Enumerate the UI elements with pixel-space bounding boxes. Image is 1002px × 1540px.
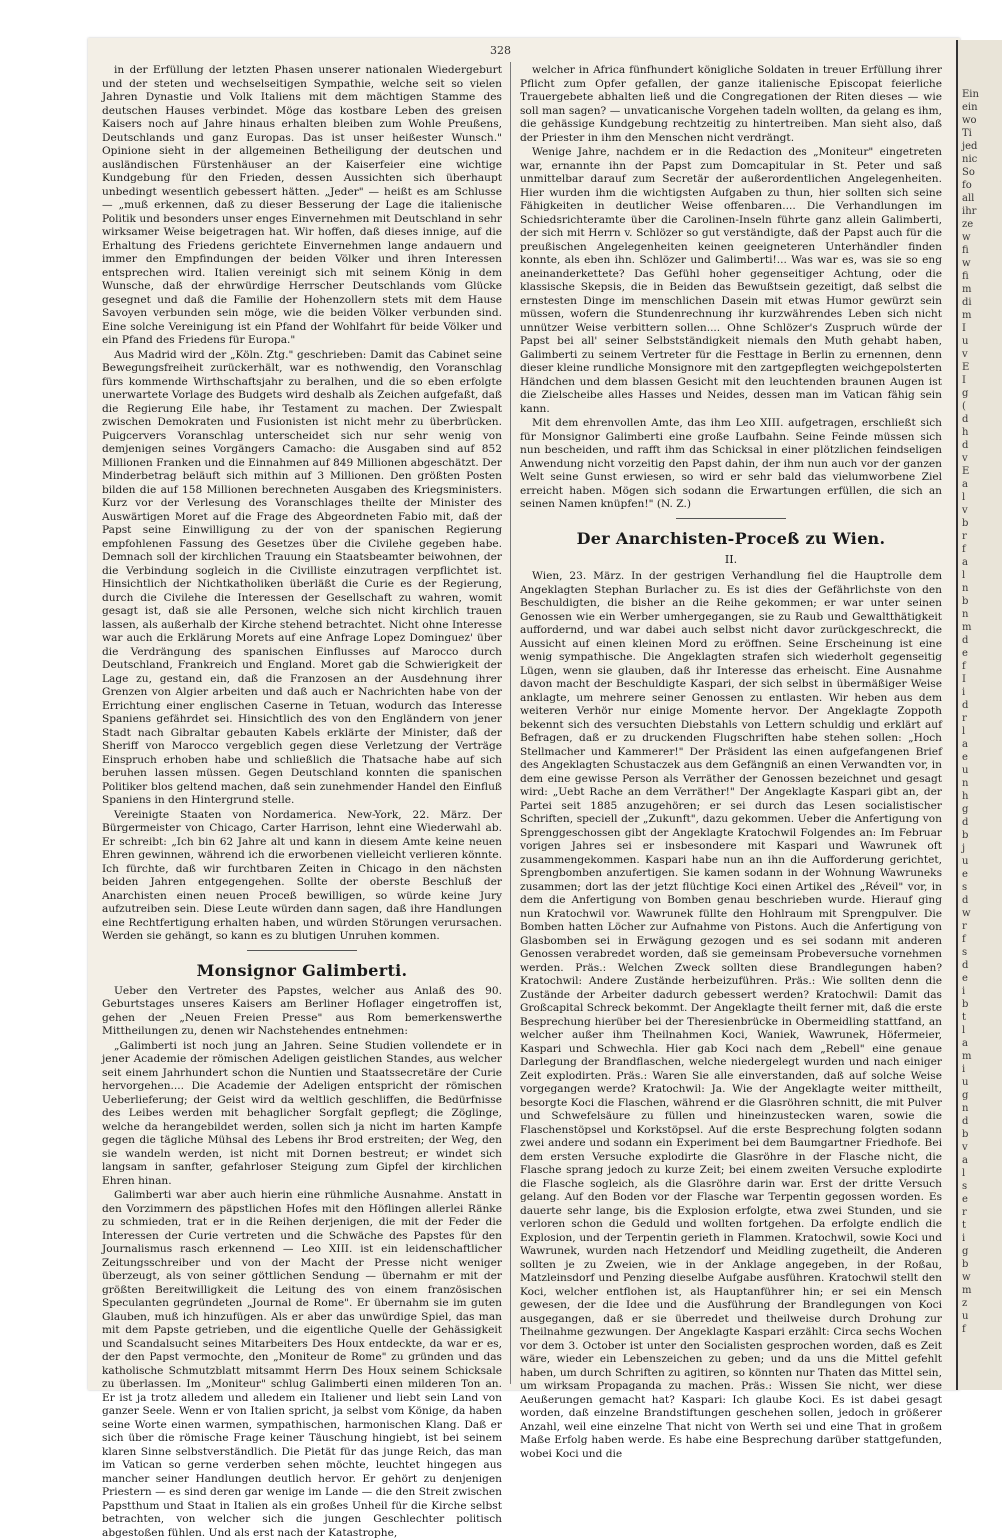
- edge-fragment: s: [962, 947, 968, 958]
- edge-fragment: u: [962, 856, 969, 867]
- edge-fragment: l: [962, 492, 966, 503]
- edge-fragment: t: [962, 1220, 967, 1231]
- article-paragraph: Wien, 23. März. In der gestrigen Verhandlung fiel die Hauptrolle dem Angeklagten Stephan Burlacher zu. Es ist dies der Gefährlichste von den Beschuldigten, die bisher an die Reihe gekommen; er war unter seinen Genossen wie ein Werber umhergegangen, sie zu Raub und Gewaltthätigkeit auffordernd, und war dabei auch selbst nicht davor zurückgeschreckt, die Aussicht auf einen kleinen Mord zu eröffnen. Seine Erscheinung ist eine wenig sympathische. Die Angeklagten strafen sich wiederholt gegenseitig Lügen, wenn sie glauben, daß ihr Interesse das erheischt. Eine Ausnahme davon macht der Beschuldigte Kaspari, der sich selbst in übermäßiger Weise anklagte, um mehrere seiner Genossen zu entlasten. Wir heben aus dem weiteren Verhör nur einige Momente hervor. Der Angeklagte Zoppoth bekennt sich des versuchten Diebstahls von Lettern schuldig und erklärt auf Befragen, daß er zu druckenden Flugschriften habe stehen sollen: „Hoch Stellmacher und Kammerer!" Der Präsident las einen aufgefangenen Brief des Angeklagten Schustaczek aus dem Gefängniß an einen Verwandten vor, in dem eine gewisse Person als Verräther der Genossen bezeichnet und gesagt wird: „Uebt Rache an dem Verräther!" Der Angeklagte Kaspari gibt an, der Partei seit 1885 anzugehören; er sei durch das Lesen socialistischer Schriften, speciell der „Zukunft", dazu gekommen. Ueber die Anfertigung von Sprenggeschossen gibt der Angeklagte Kratochwil Folgendes an: Im Februar vorigen Jahres sei er insbesondere mit Kaspari und Wawrunek oft zusammengekommen. Kaspari habe nun an ihn die Aufforderung gerichtet, Sprengbomben anzufertigen. Sie kamen sodann in der Wohnung Wawruneks zusammen; dort las der jetzt flüchtige Koci einen Artikel des „Réveil" vor, in dem die Anfertigung von Bomben genau beschrieben wurde. Hierauf ging nun Kratochwil vor. Wawrunek füllte den Hohlraum mit Sprengpulver. Die Bomben hatten Löcher zur Aufnahme von Pistons. Auch die Anfertigung von Glasbomben sei in Erwägung gezogen und es sei sodann mit anderen Genossen verabredet worden, daß sie gemeinsam Probeversuche vornehmen werden. Präs.: Welchen Zweck sollten diese Brandlegungen haben? Kratochwil: Andere Zustände herbeizuführen. Präs.: Wie sollten denn die Zustände der Arbeiter dadurch gebessert werden? Kratochwil: Damit das Großcapital Schreck bekommt. Der Angeklagte theilt ferner mit, daß die erste Besprechung hierüber bei der Theresienbrücke in Obermeidling stattfand, an welcher außer ihm Theilnahmen Koci, Waniek, Wawrunek, Höfermeier, Kaspari und Schwechla. Hier gab Koci nach dem „Rebell" eine genaue Darlegung der Brandflaschen, welche niedergelegt wurden und nach einiger Zeit explodirten. Präs.: Waren Sie alle einverstanden, daß auf solche Weise vorgegangen werde? Kratochwil: Ja. Wie der Angeklagte weiter mittheilt, besorgte Koci die Flaschen, während er die Glasröhren schnitt, die mit Pulver und Schwefelsäure zu füllen und hineinzustecken waren, sowie die Flaschenstöpsel und Korkstöpsel. Auf die erste Besprechung folgten sodann zwei andere und sodann ein Experiment bei dem Baumgartner Friedhofe. Bei dem ersten Versuche explodirte die Glasröhre in der Flasche nicht, die Flasche sprang jedoch zu kurze Zeit; bei einem zweiten Versuche explodirte die Flasche sogleich, als die Glasröhre darin war. Erst der dritte Versuch gelang. Auf den Boden vor der Flasche war Terpentin gegossen worden. Es dauerte sehr lange, bis die Explosion erfolgte, etwa zwei Stunden, und sie verloren schon die Geduld und wollten fortgehen. Da erfolgte endlich die Explosion, und der Terpentin gerieth in Flammen. Kratochwil, sowie Koci und Wawrunek, wurden nach Hetzendorf und Meidling zugetheilt, die Anderen sollten je zu Zweien, wie in der Anklage angegeben, in der Roßau, Matzleinsdorf und Penzing dieselbe Aufgabe ausführen. Kratochwil stellt den Koci, welcher entflohen ist, als Hauptanführer hin; er sei ein Mensch gewesen, der die Idee und die Ausführung der Brandlegungen von Koci ausgegangen, daß er sie überredet und theilweise durch Drohung zur Theilnahme gezwungen. Der Angeklagte Kaspari erzählt: Circa sechs Wochen vor dem 3. October ist unter den Socialisten gesprochen worden, daß es Zeit wäre, wieder ein Lebenszeichen zu geben; und da uns die Mittel gefehlt haben, um durch Schriften zu agitiren, so könnten nur Thaten das Mittel sein, um wirksam Propaganda zu machen. Präs.: Wissen Sie nicht, wer diese Aeußerungen gemacht hat? Kaspari: Ich glaube Koci. Es ist dabei gesagt worden, daß einzelne Brandstiftungen geschehen sollen, jedoch in größerer Anzahl, weil eine einzelne That nicht von Werth sei und eine That in großem Maße Erfolg haben werde. Es habe eine Besprechung darüber stattgefunden, wobei Koci und die: [520, 570, 942, 1460]
- edge-fragment: u: [962, 765, 969, 776]
- edge-fragment: b: [962, 1129, 969, 1140]
- edge-fragment: f: [962, 544, 966, 555]
- edge-fragment: w: [962, 908, 971, 919]
- edge-fragment: fi: [962, 271, 969, 282]
- edge-fragment: ein: [962, 102, 978, 113]
- edge-fragment: n: [962, 1103, 969, 1114]
- edge-fragment: v: [962, 1142, 968, 1153]
- edge-fragment: a: [962, 557, 968, 568]
- edge-fragment: all: [962, 193, 975, 204]
- edge-fragment: ihr: [962, 206, 977, 217]
- edge-fragment: n: [962, 778, 969, 789]
- section-rule: [247, 950, 357, 951]
- edge-fragment: v: [962, 349, 968, 360]
- edge-fragment: z: [962, 1298, 968, 1309]
- edge-fragment: d: [962, 700, 969, 711]
- edge-fragment: So: [962, 167, 975, 178]
- article-paragraph: Galimberti war aber auch hierin eine rühmliche Ausnahme. Anstatt in den Vorzimmern des päpstlichen Hofes mit den Höflingen allerlei Ränke zu schmieden, trat er in die Reihen derjenigen, die mit der Feder die Interessen der Curie vertreten und die Schwäche des Papstes für den Journalismus rasch erkennend — Leo XIII. ist ein leidenschaftlicher Zeitungsschreiber und von der Macht der Presse nicht weniger überzeugt, als von seiner göttlichen Sendung — übernahm er mit der größten Bereitwilligkeit die Leitung des von einem französischen Speculanten gegründeten „Journal de Rome". Er übernahm sie im guten Glauben, muß ich hinzufügen. Als er aber das unwürdige Spiel, das man mit dem Papste getrieben, und die eigentliche Quelle der Gehässigkeit und Scandalsucht seines Mitarbeiters Des Houx entdeckte, da war er es, der den Papst vermochte, den „Moniteur de Rome" zu gründen und das katholische Schmutzblatt mitsammt Herrn Des Houx seinem Schicksale zu überlassen. Im „Moniteur" schlug Galimberti einen milderen Ton an. Er ist ja trotz alledem und alledem ein Italiener und liebt sein Land von ganzer Seele. Wenn er von Italien spricht, ja selbst vom Könige, da haben seine Worte einen warmen, sympathischen, harmonischen Klang. Daß er sich über die römische Frage keiner Täuschung hingiebt, ist bei seinem klaren Sinne selbstverständlich. Die Pietät für das junge Reich, das man im Vatican so gerne verderben sehen möchte, leuchtet hingegen aus mancher seiner Handlungen deutlich hervor. Er gehört zu denjenigen Priestern — es sind deren gar wenige im Lande — die den Streit zwischen Papstthum und Staat in Italien als ein großes Unheil für die Kirche selbst betrachten, von welcher sich die jungen Geschlechter politisch abgestoßen fühlen. Und als erst nach der Katastrophe,: [102, 1189, 502, 1539]
- edge-fragments: [958, 40, 1002, 1336]
- article-paragraph: Wenige Jahre, nachdem er in die Redaction des „Moniteur" eingetreten war, ernannte ihn der Papst zum Domcapitular in St. Peter und saß unmittelbar darauf zum Secretär der außerordentlichen Angelegenheiten. Hier wurden ihm die wichtigsten Aufgaben zu thun, hier sollten sich seine Fähigkeiten in deutlicher Weise offenbaren.... Die Verhandlungen im Schiedsrichteramte über die Carolinen-Inseln führte ganz allein Galimberti, der sich mit Herrn v. Schlözer so gut verständigte, daß der Papst auch für die preußischen Angelegenheiten keinen geeigneteren Unterhändler finden konnte, als eben ihn. Schlözer und Galimberti!... Was war es, was sie so eng aneinanderkettete? Das Gefühl hoher gegenseitiger Achtung, oder die klassische Skepsis, die in Beiden das Bewußtsein gezeitigt, daß selbst die ernstesten Dinge im menschlichen Dasein mit etwas Humor gewürzt sein müssen, wofern die Stundenrechnung ihr kurzwährendes Leben sich nicht unnützer Weise verbittern sollen.... Ohne Schlözer's Zuspruch würde der Papst bei all' seiner Selbstständigkeit niemals den Muth gehabt haben, Galimberti zu seinem Vertreter für die Festtage in Berlin zu ernennen, denn dieser kleine rundliche Monsignore mit den zartgepflegten weichgepolsterten Händchen und dem blassen Gesicht mit den leuchtenden braunen Augen ist die Zielscheibe alles Hasses und Neides, dessen man im Vatican fähig sein kann.: [520, 146, 942, 415]
- edge-fragment: v: [962, 453, 968, 464]
- edge-fragment: nic: [962, 154, 978, 165]
- column-divider: [510, 62, 511, 1384]
- edge-fragment: h: [962, 791, 969, 802]
- edge-fragment: u: [962, 1311, 969, 1322]
- edge-fragment: a: [962, 1038, 968, 1049]
- edge-fragment: n: [962, 609, 969, 620]
- edge-fragment: m: [962, 622, 972, 633]
- edge-fragment: (: [962, 401, 966, 412]
- edge-fragment: i: [962, 687, 966, 698]
- edge-fragment: r: [962, 1207, 967, 1218]
- edge-fragment: E: [962, 362, 970, 373]
- article-paragraph: Vereinigte Staaten von Nordamerica. New-York, 22. März. Der Bürgermeister von Chicago, Carter Harrison, lehnt eine Wiederwahl ab. Er schreibt: „Ich bin 62 Jahre alt und kann in diesem Amte keine neuen Ehren gewinnen, während ich die erworbenen vielleicht verlieren könnte. Ich fürchte, daß wir furchtbaren Zeiten in Chicago in den nächsten beiden Jahren entgegengehen. Sollte der oberste Beschluß der Anarchisten einen neuen Proceß bewilligen, so würde keine Jury aufzutreiben sein. Diese Leute würden dann sagen, daß ihre Handlungen eine Rechtfertigung erhalten haben, und würden Störungen verursachen. Werden sie gehängt, so kann es zu blutigen Unruhen kommen.: [102, 808, 502, 942]
- edge-fragment: l: [962, 1168, 966, 1179]
- subhead-part-number: II.: [724, 552, 738, 566]
- edge-fragment: u: [962, 336, 969, 347]
- edge-fragment: b: [962, 596, 969, 607]
- edge-fragment: ze: [962, 219, 974, 230]
- left-column: [102, 64, 502, 1539]
- edge-fragment: e: [962, 648, 968, 659]
- edge-fragment: m: [962, 284, 972, 295]
- edge-fragment: f: [962, 934, 966, 945]
- article-paragraph: welcher in Africa fünfhundert königliche Soldaten in treuer Erfüllung ihrer Pflicht zum Opfer gefallen, der ganze italienische Episcopat feierliche Trauergebete abhalten ließ und die Congregationen der Riten dieses — wie soll man sagen? — unvaticanische Vorgehen tadeln wollten, da gelang es ihm, die gehässige Kundgebung rechtzeitig zu hintertreiben. Man sieht also, daß der Priester in ihm den Menschen nicht verdrängt.: [520, 64, 942, 144]
- article-paragraph: Mit dem ehrenvollen Amte, das ihm Leo XIII. aufgetragen, erschließt sich für Monsignor Galimberti eine große Laufbahn. Seine Feinde müssen sich nun bescheiden, und rafft ihm das Schicksal in einer plötzlichen feindseligen Anwendung nicht vorzeitig den Papst dahin, der ihm nun auch vor der ganzen Welt seine Gunst erwiesen, so wird er sehr bald das vielumworbene Ziel erreicht haben. Mögen sich sodann die Erwartungen erfüllen, die sich an seinen Namen knüpfen!" (N. Z.): [520, 417, 942, 510]
- edge-fragment: b: [962, 999, 969, 1010]
- edge-fragment: g: [962, 388, 969, 399]
- edge-fragment: d: [962, 440, 969, 451]
- edge-fragment: Ein: [962, 89, 979, 100]
- edge-fragment: m: [962, 1051, 972, 1062]
- headline-galimberti: Monsignor Galimberti.: [196, 960, 408, 980]
- edge-fragment: r: [962, 713, 967, 724]
- edge-fragment: i: [962, 986, 966, 997]
- edge-fragment: u: [962, 1077, 969, 1088]
- edge-fragment: w: [962, 258, 971, 269]
- edge-fragment: l: [962, 726, 966, 737]
- edge-fragment: d: [962, 817, 969, 828]
- edge-fragment: d: [962, 414, 969, 425]
- edge-fragment: e: [962, 752, 968, 763]
- edge-fragment: m: [962, 310, 972, 321]
- edge-fragment: g: [962, 1090, 969, 1101]
- edge-fragment: r: [962, 531, 967, 542]
- edge-fragment: E: [962, 466, 970, 477]
- edge-fragment: I: [962, 674, 966, 685]
- article-paragraph: Aus Madrid wird der „Köln. Ztg." geschrieben: Damit das Cabinet seine Bewegungsfreiheit zurückerhält, war es nothwendig, den Voranschlag fürs kommende Wirthschaftsjahr zu beralhen, und die so eben erfolgte unerwartete Vorlage des Budgets wird deshalb als Zeichen aufgefaßt, daß die Regierung Eile habe, ihr Testament zu machen. Der Zwiespalt zwischen Demokraten und Fusionisten ist nicht mehr zu überbrücken. Puigcervers Voranschlag unterscheidet sich nur sehr wenig von demjenigen seines Vorgängers Camacho: die Ausgaben sind auf 852 Millionen Franken und die Einnahmen auf 849 Millionen abgeschätzt. Der Minderbetrag beläuft sich mithin auf 3 Millionen. Den größten Posten bilden die auf 158 Millionen berechneten Ausgaben des Kriegsministers. Kurz vor der Verlesung des Voranschlages theilte der Minister des Auswärtigen Moret auf die Frage des Abgeordneten Fabio mit, daß der Papst seine Einwilligung zu der von der spanischen Regierung empfohlenen Fassung des Gesetzes über die Civilehe gegeben habe. Demnach soll der kirchlichen Trauung ein Staatsbeamter beiwohnen, der die Verbindung sogleich in die Civilliste einzutragen verpflichtet ist. Hinsichtlich der Nichtkatholiken überläßt die Curie es der Regierung, durch die Civilehe die Interessen der Gesellschaft zu wahren, womit gesagt ist, daß sie alle Personen, welche sich nicht kirchlich trauen lassen, als außerhalb der Kirche stehend betrachtet. Nicht ohne Interesse war auch die Erklärung Morets auf eine Anfrage Lopez Dominguez' über die Verdrängung des spanischen Einflusses auf Marocco durch Deutschland, Frankreich und England. Moret gab die Schwierigkeit der Lage zu, gestand ein, daß die Franzosen an der Ausdehnung ihrer Grenzen von Algier arbeiten und daß auch er Nachrichten habe von der Errichtung einer englischen Caserne in Tetuan, wodurch das Interesse Spaniens gefährdet sei. Hinsichtlich des von den Engländern von jener Stadt nach Gibraltar gebauten Kabels erklärte der Minister, daß der Sheriff von Marocco vergeblich gegen diese Verletzung der Verträge Einspruch erhoben habe und schließlich die Thatsache habe auf sich beruhen lassen müssen. Gegen Deutschland konnten die spanischen Politiker blos geltend machen, daß sein zunehmender Handel den Einfluß Spaniens in den Hintergrund stelle.: [102, 348, 502, 806]
- edge-fragment: m: [962, 1285, 972, 1296]
- article-paragraph: Ueber den Vertreter des Papstes, welcher aus Anlaß des 90. Geburtstages unseres Kaisers am Berliner Hoflager eingetroffen ist, gehen der „Neuen Freien Presse" aus Rom bemerkenswerthe Mittheilungen zu, denen wir Nachstehendes entnehmen:: [102, 984, 502, 1037]
- edge-fragment: h: [962, 427, 969, 438]
- edge-fragment: s: [962, 882, 968, 893]
- edge-fragment: d: [962, 635, 969, 646]
- edge-fragment: di: [962, 297, 972, 308]
- edge-fragment: i: [962, 1064, 966, 1075]
- edge-fragment: d: [962, 1116, 969, 1127]
- edge-fragment: e: [962, 973, 968, 984]
- edge-fragment: fi: [962, 245, 969, 256]
- right-column: [520, 64, 942, 1460]
- edge-fragment: I: [962, 375, 966, 386]
- edge-fragment: Ti: [962, 128, 972, 139]
- headline-anarchisten: Der Anarchisten-Proceß zu Wien.: [576, 528, 886, 548]
- edge-fragment: d: [962, 960, 969, 971]
- edge-fragment: n: [962, 583, 969, 594]
- edge-fragment: l: [962, 570, 966, 581]
- adjacent-page-edge: [956, 40, 1002, 1390]
- edge-fragment: f: [962, 661, 966, 672]
- edge-fragment: l: [962, 1025, 966, 1036]
- edge-fragment: r: [962, 921, 967, 932]
- edge-fragment: j: [962, 843, 966, 854]
- edge-fragment: a: [962, 739, 968, 750]
- edge-fragment: t: [962, 1012, 967, 1023]
- edge-fragment: w: [962, 1272, 971, 1283]
- edge-fragment: g: [962, 1246, 969, 1257]
- article-paragraph: „Galimberti ist noch jung an Jahren. Seine Studien vollendete er in jener Academie der römischen Adeligen geistlichen Standes, aus welcher seit einem Jahrhundert schon die Nuntien und Staatssecretäre der Curie hervorgehen.... Die Academie der Adeligen entspricht der römischen Ueberlieferung; der Geist wird da weltlich geschliffen, die Bedürfnisse des Leibes werden mit behaglicher Sorgfalt gepflegt; die Zöglinge, welche da herangebildet werden, sollen sich ja nicht im harten Kampfe gegen die tägliche Mühsal des Lebens ihr Brod erstreiten; der Weg, den sie wandeln werden, ist nicht mit Dornen bestreut; er windet sich langsam in sanfter, gefahrloser Steigung zum Gipfel der kirchlichen Ehren hinan.: [102, 1039, 502, 1187]
- edge-fragment: g: [962, 804, 969, 815]
- edge-fragment: jed: [962, 141, 978, 152]
- edge-fragment: w: [962, 232, 971, 243]
- article-paragraph: in der Erfüllung der letzten Phasen unserer nationalen Wiedergeburt und der steten und wechselseitigen Sympathie, welche seit so vielen Jahren Dynastie und Volk Italiens mit dem mächtigen Stamme des deutschen Hauses verbindet. Möge das kostbare Leben des greisen Kaisers noch auf Jahre hinaus erhalten bleiben zum Wohle Preußens, Deutschlands und ganz Europas. Das ist unser heißester Wunsch." Opinione sieht in der allgemeinen Betheiligung der deutschen und ausländischen Fürstenhäuser an der Kaiserfeier eine wichtige Kundgebung für den Frieden, dessen Aussichten sich überhaupt unbedingt wesentlich gebessert hätten. „Jeder" — heißt es am Schlusse — „muß erkennen, daß zu dieser Besserung der Lage die italienische Politik und besonders unser enges Einvernehmen mit Deutschland in sehr wirksamer Weise beigetragen hat. Wir hoffen, daß dieses innige, auf die Erhaltung des Friedens gerichtete Einvernehmen lange andauern und immer den Empfindungen der beiden Völker und ihren Interessen entsprechen wird. Italien vereinigt sich mit seinem König in dem Wunsche, daß der ehrwürdige Herrscher Deutschlands vom Glücke gesegnet und daß die Familie der Hohenzollern stets mit dem Hause Savoyen verbunden sein möge, wie die beiden Völker verbunden sind. Eine solche Vereinigung ist ein Pfand der Wohlfahrt für beide Völker und ein Pfand des Friedens für Europa.": [102, 64, 502, 346]
- edge-fragment: e: [962, 869, 968, 880]
- edge-fragment: d: [962, 895, 969, 906]
- edge-fragment: wo: [962, 115, 977, 126]
- edge-fragment: a: [962, 1155, 968, 1166]
- edge-fragment: b: [962, 518, 969, 529]
- edge-fragment: fo: [962, 180, 972, 191]
- edge-fragment: v: [962, 505, 968, 516]
- section-rule: [676, 518, 786, 519]
- edge-fragment: f: [962, 1324, 966, 1335]
- edge-fragment: e: [962, 1194, 968, 1205]
- edge-fragment: b: [962, 830, 969, 841]
- edge-fragment: I: [962, 323, 966, 334]
- page-number: 328: [490, 44, 511, 57]
- edge-fragment: i: [962, 1233, 966, 1244]
- edge-fragment: b: [962, 1259, 969, 1270]
- edge-fragment: a: [962, 479, 968, 490]
- edge-fragment: s: [962, 1181, 968, 1192]
